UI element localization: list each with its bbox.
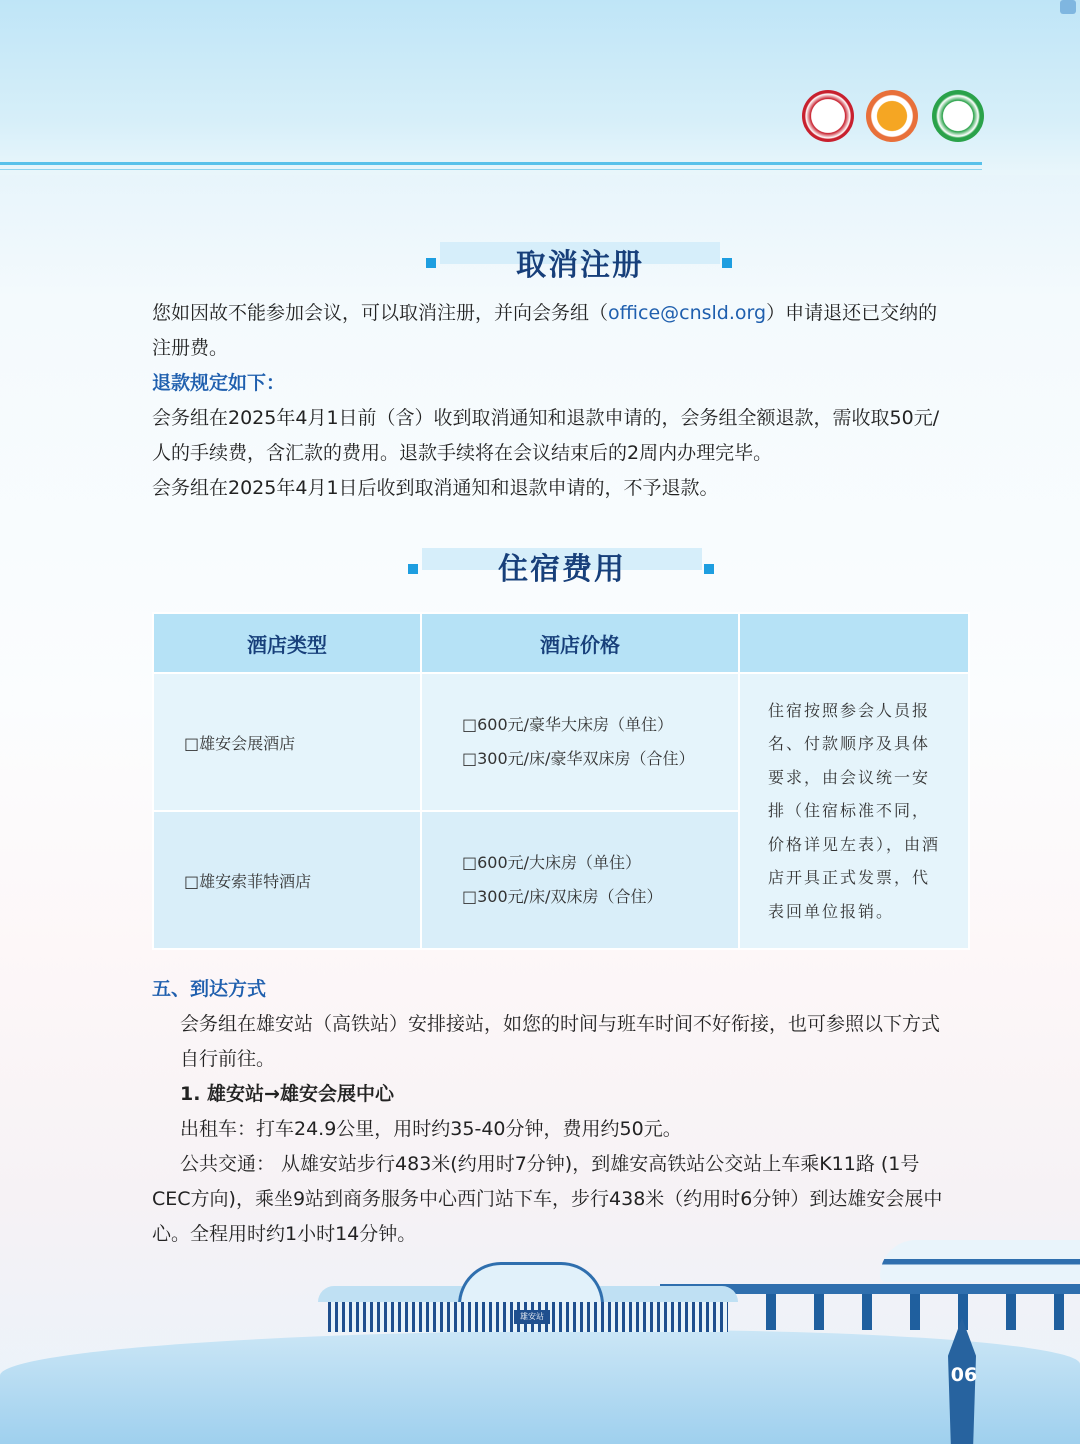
transit-info: 公共交通： 从雄安站步行483米(约用时7分钟)，到雄安高铁站公交站上车乘K11路 (1号CEC方向)，乘坐9站到商务服务中心西门站下车，步行438米（约用时6分钟）到达雄安会展中心。全程用时约1小时14分钟。 [152,1153,943,1245]
price-option: □300元/床/双床房（合住） [462,887,663,906]
refund-heading: 退款规定如下： [152,372,286,394]
cancel-intro-pre: 您如因故不能参加会议，可以取消注册，并向会务组（ [152,302,609,324]
hotel-type-cell: □雄安会展酒店 [153,673,421,811]
partner-logo-icon [866,90,918,142]
arrival-intro: 会务组在雄安站（高铁站）安排接站，如您的时间与班车时间不好衔接，也可参照以下方式自行前往。 [180,1013,941,1070]
accommodation-note-cell: 住宿按照参会人员报名、付款顺序及具体要求，由会议统一安排（住宿标准不同，价格详见左表），由酒店开具正式发票，代表回单位报销。 [739,673,969,949]
high-speed-train-icon [880,1240,1080,1282]
price-option: □600元/豪华大床房（单住） [462,715,674,734]
header-note [739,613,969,673]
landscape-illustration [0,1330,1080,1444]
price-option: □300元/床/豪华双床房（合住） [462,749,695,768]
header-hotel-type: 酒店类型 [153,613,421,673]
cnsld-logo-icon [802,90,854,142]
accommodation-title-text: 住宿费用 [498,552,626,587]
table-row [153,673,969,811]
cancel-intro-post: ）申请退还已交纳的注册费。 [152,302,938,359]
office-email-link[interactable]: office@cnsld.org [608,302,767,324]
hotel-price-cell [421,673,739,811]
cancel-title-text: 取消注册 [516,248,644,283]
header-divider-thin [0,169,982,170]
taxi-info: 出租车：打车24.9公里，用时约35-40分钟，费用约50元。 [180,1118,682,1140]
header-hotel-price: 酒店价格 [421,613,739,673]
route-title: 1. 雄安站→雄安会展中心 [180,1083,394,1105]
hotel-price-table [152,612,970,950]
cancel-intro [152,296,952,366]
accommodation-section-title [402,540,722,590]
xiongan-station-illustration [318,1262,738,1332]
corner-app-icon[interactable] [1060,0,1076,14]
header-banner [0,0,1080,175]
arrival-heading: 五、到达方式 [152,978,267,1000]
page-number: 06 [950,1364,978,1386]
refund-rule-1: 会务组在2025年4月1日前（含）收到取消通知和退款申请的，会务组全额退款，需收取50元/人的手续费，含汇款的费用。退款手续将在会议结束后的2周内办理完毕。 [152,407,940,464]
station-sign: 雄安站 [514,1310,550,1324]
table-header-row [153,613,969,673]
refund-rule-2: 会务组在2025年4月1日后收到取消通知和退款申请的，不予退款。 [152,477,719,499]
hotel-price-cell [421,811,739,949]
header-divider [0,162,982,165]
cancel-section-title [420,236,740,286]
price-option: □600元/大床房（单住） [462,853,642,872]
hotel-type-cell: □雄安索菲特酒店 [153,811,421,949]
bma-logo-icon [932,90,984,142]
